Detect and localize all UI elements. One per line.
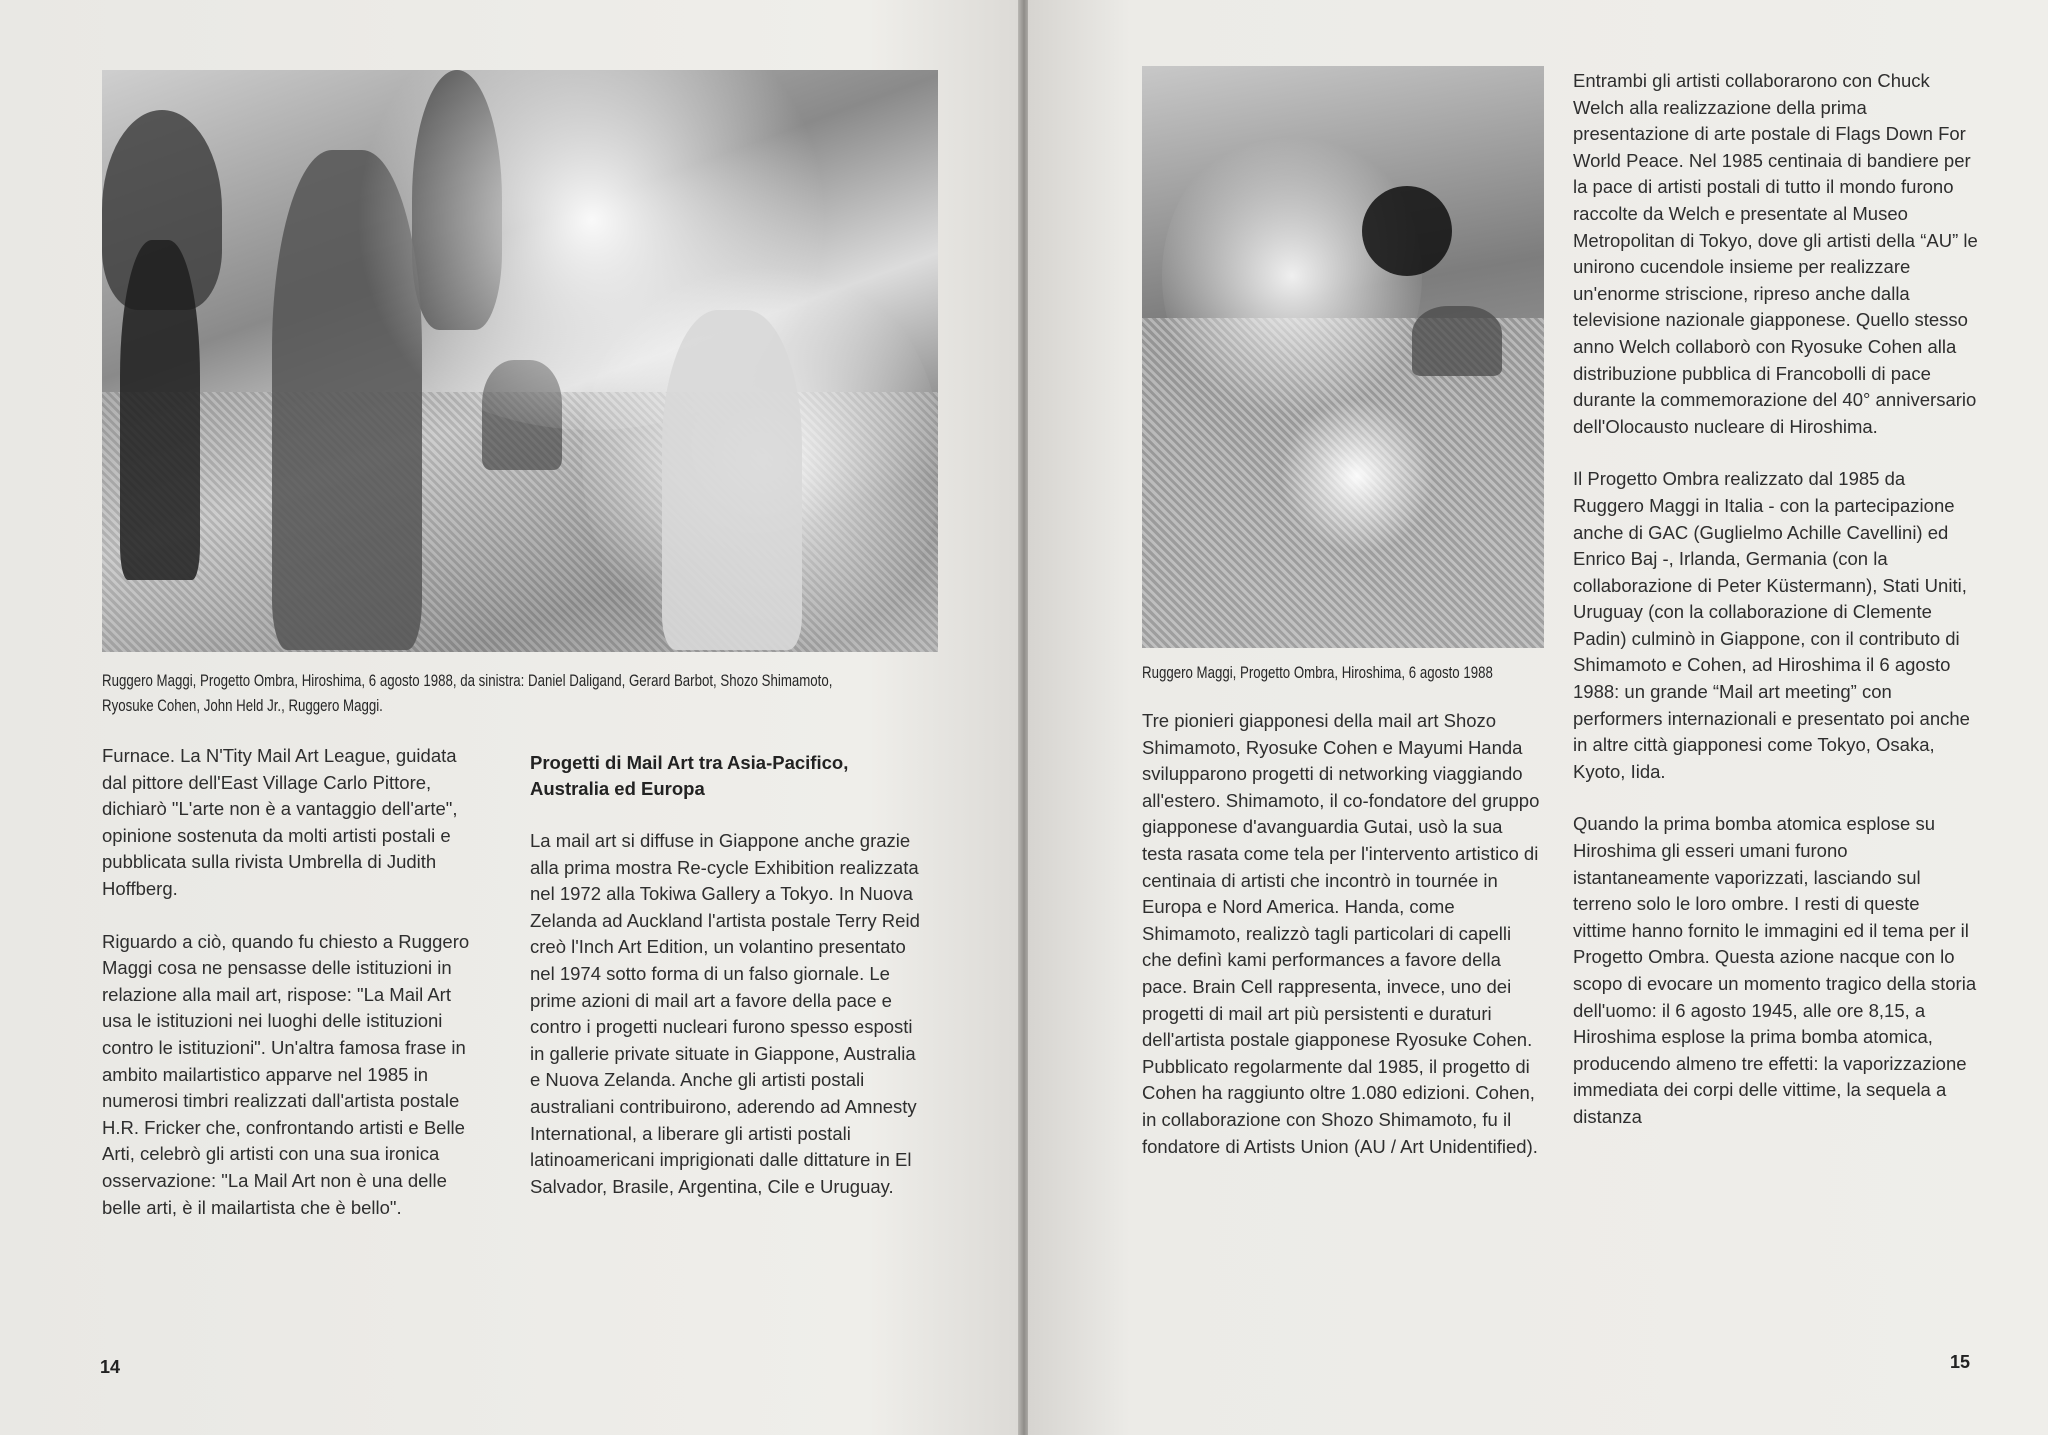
paragraph: Tre pionieri giapponesi della mail art Shozo Shimamoto, Ryosuke Cohen e Mayumi Handa svilupparono progetti di networking viaggiando all'estero. Shimamoto, il co-fondatore del gruppo giapponese d'avanguardia Gutai, usò la sua testa rasata come tela per l'intervento artistico di centinaia di artisti che incontrò in tournée in Europa e Nord America. Handa, come Shimamoto, realizzò tagli particolari di capelli che definì kami performances a favore della pace. Brain Cell rappresenta, invece, uno dei progetti di mail art più persistenti e duraturi dell'artista postale giapponese Ryosuke Cohen. Pubblicato regolarmente dal 1985, il progetto di Cohen ha raggiunto oltre 1.080 edizioni. Cohen, in collaborazione con Shozo Shimamoto, fu il fondatore di Artists Union (AU / Art Unidentified). [1142,710,1540,1157]
paragraph: Il Progetto Ombra realizzato dal 1985 da Ruggero Maggi in Italia - con la partecipazione anche di GAC (Guglielmo Achille Cavellini) ed Enrico Baj -, Irlanda, Germania (con la collaborazione di Peter Küstermann), Stati Uniti, Uruguay (con la collaborazione di Clemente Padin) culminò in Giappone, con il contributo di Shimamoto e Cohen, ad Hiroshima il 6 agosto 1988: un grande “Mail art meeting” con performers internazionali e presentato poi anche in altre città giapponesi come Tokyo, Osaka, Kyoto, Iida. [1573,468,1970,782]
page-number-left: 14 [100,1357,121,1377]
left-caption-line-2: Ryosuke Cohen, John Held Jr., Ruggero Maggi. [102,696,383,715]
left-column-1 [102,743,480,1247]
right-column-2 [1573,68,1978,1157]
right-column-1 [1142,708,1542,1186]
paragraph: Furnace. La N'Tity Mail Art League, guidata dal pittore dell'East Village Carlo Pittore, dichiarò "L'arte non è a vantaggio dell'arte", opinione sostenuta da molti artisti postali e pubblicata sulla rivista Umbrella di Judith Hoffberg. [102,745,458,899]
left-column-2 [530,750,930,1226]
paragraph: Entrambi gli artisti collaborarono con Chuck Welch alla realizzazione della prima presentazione di arte postale di Flags Down For World Peace. Nel 1985 centinaia di bandiere per la pace di artisti postali di tutto il mondo furono raccolte da Welch e presentate al Museo Metropolitan di Tokyo, dove gli artisti della “AU” le unirono cucendole insieme per realizzare un'enorme striscione, ripreso anche dalla televisione nazionale giapponese. Quello stesso anno Welch collaborò con Ryosuke Cohen alla distribuzione pubblica di Francobolli di pace durante la commemorazione del 40° anniversario dell'Olocausto nucleare di Hiroshima. [1573,70,1978,437]
page-number-right: 15 [1950,1352,1971,1372]
right-photo [1142,66,1544,648]
section-heading: Progetti di Mail Art tra Asia-Pacifico, Australia ed Europa [530,752,849,799]
left-caption-line-1: Ruggero Maggi, Progetto Ombra, Hiroshima, 6 agosto 1988, da sinistra: Daniel Daligand, Gerard Barbot, Shozo Shimamoto, [102,671,833,690]
right-page [1028,0,2048,1435]
left-page [0,0,1020,1435]
right-caption: Ruggero Maggi, Progetto Ombra, Hiroshima, 6 agosto 1988 [1142,663,1493,682]
left-photo [102,70,938,652]
paragraph: La mail art si diffuse in Giappone anche grazie alla prima mostra Re-cycle Exhibition realizzata nel 1972 alla Tokiwa Gallery a Tokyo. In Nuova Zelanda ad Auckland l'artista postale Terry Reid creò l'Inch Art Edition, un volantino presentato nel 1974 sotto forma di un falso giornale. Le prime azioni di mail art a favore della pace e contro i progetti nucleari furono spesso esposti in gallerie private situate in Giappone, Australia e Nuova Zelanda. Anche gli artisti postali australiani contribuirono, aderendo ad Amnesty International, a liberare gli artisti postali latinoamericani imprigionati dalle dittature in El Salvador, Brasile, Argentina, Cile e Uruguay. [530,830,920,1197]
paragraph: Quando la prima bomba atomica esplose su Hiroshima gli esseri umani furono istantaneamente vaporizzati, lasciando sul terreno solo le loro ombre. I resti di queste vittime hanno fornito le immagini ed il tema per il Progetto Ombra. Questa azione nacque con lo scopo di evocare un momento tragico della storia dell'uomo: il 6 agosto 1945, alle ore 8,15, a Hiroshima esplose la prima bomba atomica, producendo almeno tre effetti: la vaporizzazione immediata dei corpi delle vittime, la sequela a distanza [1573,813,1977,1127]
paragraph: Riguardo a ciò, quando fu chiesto a Ruggero Maggi cosa ne pensasse delle istituzioni in relazione alla mail art, rispose: "La Mail Art usa le istituzioni nei luoghi delle istituzioni contro le istituzioni". Un'altra famosa frase in ambito mailartistico apparve nel 1985 in numerosi timbri realizzati dall'artista postale H.R. Fricker che, confrontando artisti e Belle Arti, celebrò gli artisti con una sua ironica osservazione: "La Mail Art non è una delle belle arti, è il mailartista che è bello". [102,930,470,1218]
